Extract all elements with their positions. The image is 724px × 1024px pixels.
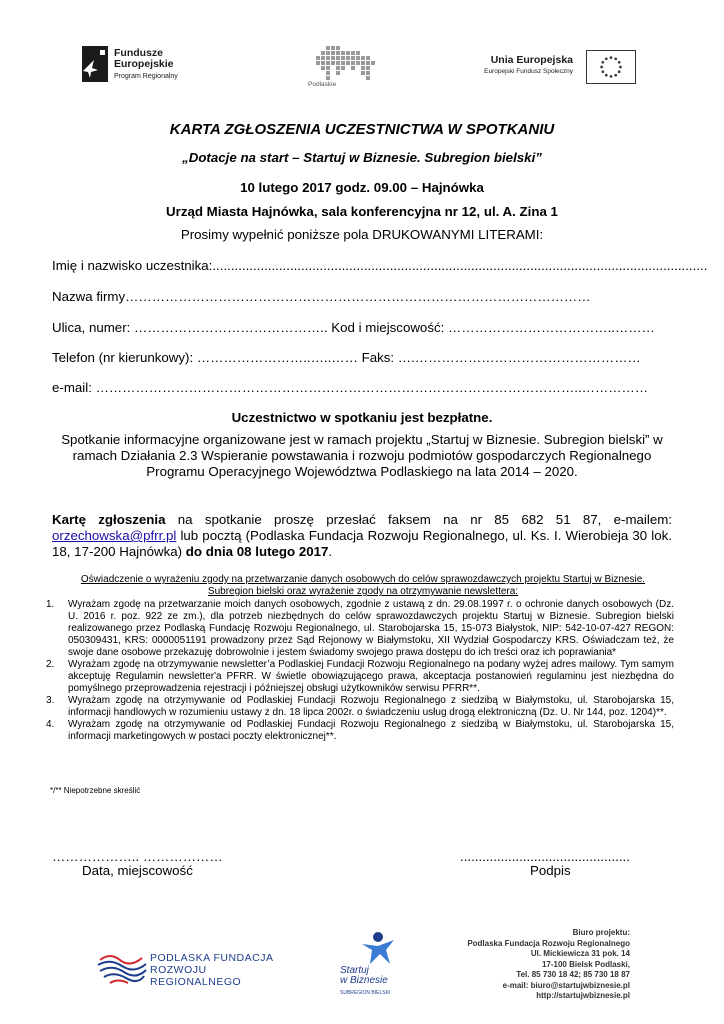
eu-logo [486,50,636,90]
eu-flag-icon [586,50,636,84]
item-number: 1. [46,599,55,610]
card-end: . [328,544,333,559]
card-lead: Kartę zgłoszenia [52,512,166,527]
fundusze-europejskie-logo [82,44,192,88]
date-line: 10 lutego 2017 godz. 09.00 – Hajnówka [240,180,484,195]
address-field[interactable]: Ulica, numer: …………………………………….. Kod i miejscowość: ………………………………..……… [52,320,655,335]
page-subtitle: „Dotacje na start – Startuj w Biznesie. Subregion bielski” [182,150,542,165]
card-text2: lub pocztą (Podlaska Fundacja Rozwoju Regionalnego, ul. Ks. I. Wierobieja 30 lok. 18, 17-200 Hajnówka) [52,528,672,559]
item-number: 3. [46,695,55,706]
footnote: */** Niepotrzebne skreślić [50,786,141,795]
item-number: 2. [46,659,55,670]
card-text1: na spotkanie proszę przesłać faksem na nr 85 682 51 87, e-mailem: [165,512,672,527]
contact-email-link[interactable]: orzechowska@pfrr.pl [52,528,177,543]
email-field[interactable]: e-mail: ………………………………………………………………………………………………..…………… [52,380,649,395]
startuj-logo [336,930,416,1002]
pfrr-line2: ROZWOJU REGIONALNEGO [150,964,242,988]
address-email[interactable]: e-mail: biuro@startujwbiznesie.pl [502,980,630,990]
signature-line[interactable]: .............................................. [460,849,630,864]
date-place-label: Data, miejscowość [82,863,193,878]
project-info: Spotkanie informacyjne organizowane jest w ramach projektu „Startuj w Biznesie. Subregion bielski” w ramach Działania 2.3 Wspieranie powstawania i rozwoju podmiotów gospodarczych Regionalnego Programu Operacyjnego Województwa Podlaskiego na lata 2014 – 2020. [61,432,663,479]
bison-icon [308,44,384,82]
fe-line2: Europejskie [114,58,174,70]
startuj-text [340,966,388,986]
pfrr-text [150,952,296,988]
pfrr-logo [96,940,296,990]
item-text: Wyrażam zgodę na otrzymywanie od Podlaskiej Fundacji Rozwoju Regionalnego z siedzibą w Białymstoku, ul. Starobojarska 15, informacji marketingowych w postaci poczty elektronicznej**. [68,719,674,742]
address-website[interactable]: http://startujwbiznesie.pl [536,991,630,1000]
fe-text [114,48,178,82]
pfrr-waves-icon [96,940,148,990]
declaration-item[interactable] [46,695,674,719]
phone-fax-field[interactable]: Telefon (nr kierunkowy): ……………………..…..…… Faks: ….…………………………………………… [52,350,641,365]
address-line: Podlaska Fundacja Rozwoju Regionalnego [467,938,630,948]
name-field[interactable]: Imię i nazwisko uczestnika:...................................................................................................................................... [52,258,708,273]
declaration-item[interactable] [46,719,674,743]
startuj-line2: w Biznesie [340,975,388,986]
item-text: Wyrażam zgodę na otrzymywanie od Podlaskiej Fundacji Rozwoju Regionalnego z siedzibą w Białymstoku, ul. Starobojarska 15, informacji handlowych w rozumieniu ustawy z dn. 18 lipca 2002r. o świadczeniu usług drogą elektroniczną (Dz. U. Nr 144, poz. 1204)**. [68,695,674,718]
fe-line1: Fundusze [114,47,163,59]
declaration-list [46,599,674,743]
podlaskie-logo [306,44,386,90]
signature-label: Podpis [530,863,571,878]
office-address [467,928,630,1002]
startuj-figure-icon [356,930,404,968]
company-field[interactable]: Nazwa firmy…………………………………………………………………………………………… [52,289,591,304]
date-place-line[interactable]: ……………….. ……………… [52,849,223,864]
free-note: Uczestnictwo w spotkaniu jest bezpłatne. [231,410,493,425]
item-number: 4. [46,719,55,730]
item-text: Wyrażam zgodę na otrzymywanie newsletter’a Podlaskiej Fundacji Rozwoju Regionalnego na podany wyżej adres mailowy. Tym samym akceptuję Regulamin newsletter'a PFRR. W świetle obowiązującego prawa, akceptacja postanowień regulaminu jest niezbędna do pomyślnego przeprowadzenia rejestracji i późniejszej obsługi użytkowników serwisu PFRR**. [68,659,674,694]
declaration-heading: Oświadczenie o wyrażeniu zgody na przetwarzanie danych osobowych do celów sprawozdawczych projektu Startuj w Biznesie. Subregion bielski oraz wyrażenie zgody na otrzymywanie newslettera: [80,574,646,597]
eu-title: Unia Europejska [490,54,573,66]
fe-line3: Program Regionalny [114,73,178,80]
declaration-item[interactable] [46,659,674,695]
page-title: KARTA ZGŁOSZENIA UCZESTNICTWA W SPOTKANIU [169,121,555,138]
declaration-item[interactable] [46,599,674,659]
eu-subtitle: Europejski Fundusz Społeczny [484,68,573,75]
card-deadline: do dnia 08 lutego 2017 [185,544,329,559]
startuj-subregion: SUBREGION BIELSKI [340,990,391,996]
podlaskie-label: Podlaskie [308,81,337,88]
item-text: Wyrażam zgodę na przetwarzanie moich danych osobowych, zgodnie z ustawą z dn. 29.08.1997 r. o ochronie danych osobowych (Dz. U. 2016 r. poz. 922 ze zm.), dla potrzeb niezbędnych do celów sprawozdawczych projektu Startuj w Biznesie. Subregion bielski realizowanego przez Podlaską Fundację Rozwoju Regionalnego, ul. Starobojarska 15, 15-073 Białystok, NIP: 542-10-07-427 REGON: 050309431, KRS: 0000051191 prowadzony przez Sąd Rejonowy w Białymstoku, XII Wydział Gospodarczy KRS. Oświadczam też, że swoje dane osobowe przekazuję dobrowolnie i jestem świadomy swojego prawa dostępu do ich treści oraz ich poprawiania* [68,599,674,658]
submission-info [52,512,672,560]
address-line: Tel. 85 730 18 42; 85 730 18 87 [516,970,630,979]
address-line: Biuro projektu: [572,928,630,937]
instruction: Prosimy wypełnić poniższe pola DRUKOWANYMI LITERAMI: [180,227,544,242]
fe-star-icon [82,46,108,82]
address-line: 17-100 Bielsk Podlaski, [541,959,630,969]
pfrr-line1: PODLASKA FUNDACJA [150,952,274,964]
startuj-line1: Startuj [340,965,369,976]
address-line: Ul. Mickiewicza 31 pok. 14 [530,949,630,958]
venue-line: Urząd Miasta Hajnówka, sala konferencyjna nr 12, ul. A. Zina 1 [166,204,558,219]
